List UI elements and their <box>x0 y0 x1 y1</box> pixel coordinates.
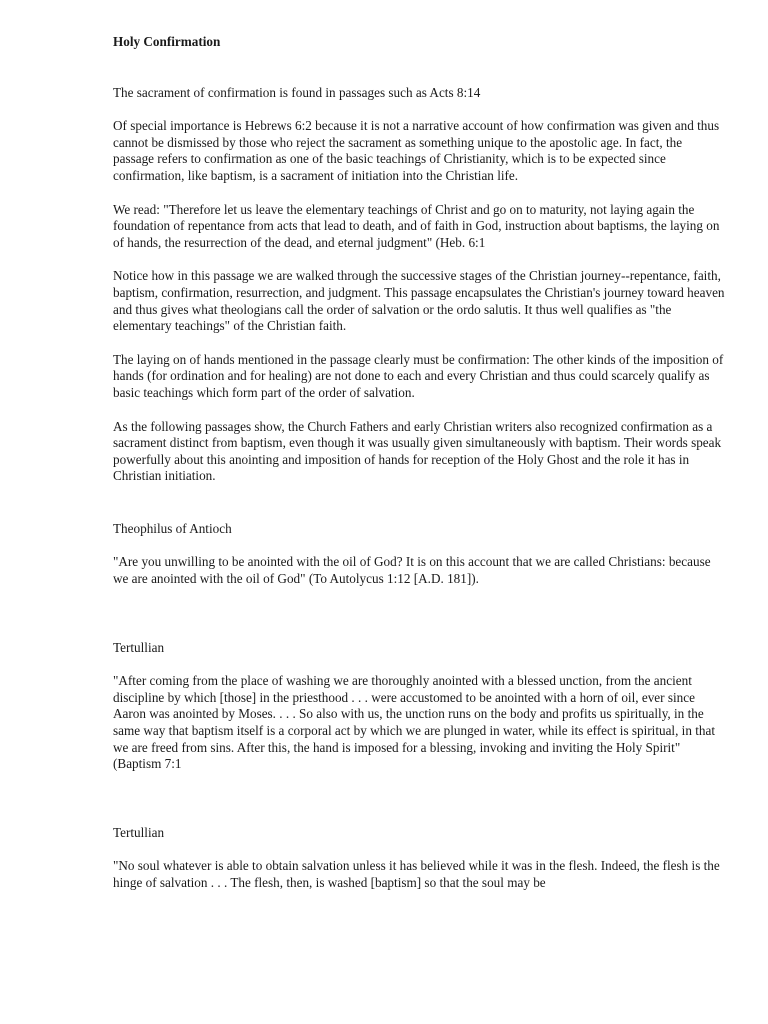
section-quote: "After coming from the place of washing we are thoroughly anointed with a blessed unction, from the ancient discipline by which [those] in the priesthood . . . were accustomed to be anointed with a horn of oil, ever since Aaron was anointed by Moses. . . . So also with us, the unction runs on the body and profits us spiritually, in the same way that baptism itself is a corporal act by which we are plunged in water, while its effect is spiritual, in that we are freed from sins. After this, the hand is imposed for a blessing, invoking and inviting the Holy Spirit" (Baptism 7:1 <box>113 673 716 772</box>
intro-paragraph-1: The sacrament of confirmation is found in passages such as Acts 8:14 <box>113 84 481 100</box>
section-author: Theophilus of Antioch <box>113 520 232 536</box>
section-quote: "Are you unwilling to be anointed with the oil of God? It is on this account that we are called Christians: because we are anointed with the oil of God" (To Autolycus 1:12 [A.D. 181]). <box>113 554 711 587</box>
quote-section-tertullian-1 <box>113 640 725 773</box>
intro-paragraph-3: We read: "Therefore let us leave the elementary teachings of Christ and go on to maturity, not laying again the foundation of repentance from acts that lead to death, and of faith in God, instruction about baptisms, the laying on of hands, the resurrection of the dead, and eternal judgment" (Heb. 6:1 <box>113 201 720 250</box>
document-page <box>113 34 725 892</box>
intro-paragraph-2: Of special importance is Hebrews 6:2 because it is not a narrative account of how confirmation was given and thus cannot be dismissed by those who reject the sacrament as something unique to the apostolic age. In fact, the passage refers to confirmation as one of the basic teachings of Christianity, which is to be expected since confirmation, like baptism, is a sacrament of initiation into the Christian life. <box>113 118 720 183</box>
intro-paragraph-5: The laying on of hands mentioned in the passage clearly must be confirmation: The other kinds of the imposition of hands (for ordination and for healing) are not done to each and every Christian and thus could scarcely qualify as basic teachings which form part of the order of salvation. <box>113 351 724 400</box>
intro-paragraph-4: Notice how in this passage we are walked through the successive stages of the Christian journey--repentance, faith, baptism, confirmation, resurrection, and judgment. This passage encapsulates the Christian's journey toward heaven and thus gives what theologians call the order of salvation or the ordo salutis. It thus well qualifies as "the elementary teachings" of the Christian faith. <box>113 268 725 334</box>
section-quote: "No soul whatever is able to obtain salvation unless it has believed while it was in the flesh. Indeed, the flesh is the hinge of salvation . . . The flesh, then, is washed [baptism] so that the soul may be <box>113 858 720 890</box>
intro-paragraph-6: As the following passages show, the Church Fathers and early Christian writers also recognized confirmation as a sacrament distinct from baptism, even though it was usually given simultaneously with baptism. Their words speak powerfully about this anointing and imposition of hands for reception of the Holy Ghost and the role it has in Christian initiation. <box>113 418 722 484</box>
spacer <box>113 773 725 825</box>
section-author: Tertullian <box>113 824 165 840</box>
quote-section-theophilus <box>113 521 725 588</box>
document-title: Holy Confirmation <box>113 34 221 49</box>
section-author: Tertullian <box>113 639 165 655</box>
spacer <box>113 485 725 521</box>
quote-section-tertullian-2 <box>113 825 725 892</box>
spacer <box>113 588 725 640</box>
